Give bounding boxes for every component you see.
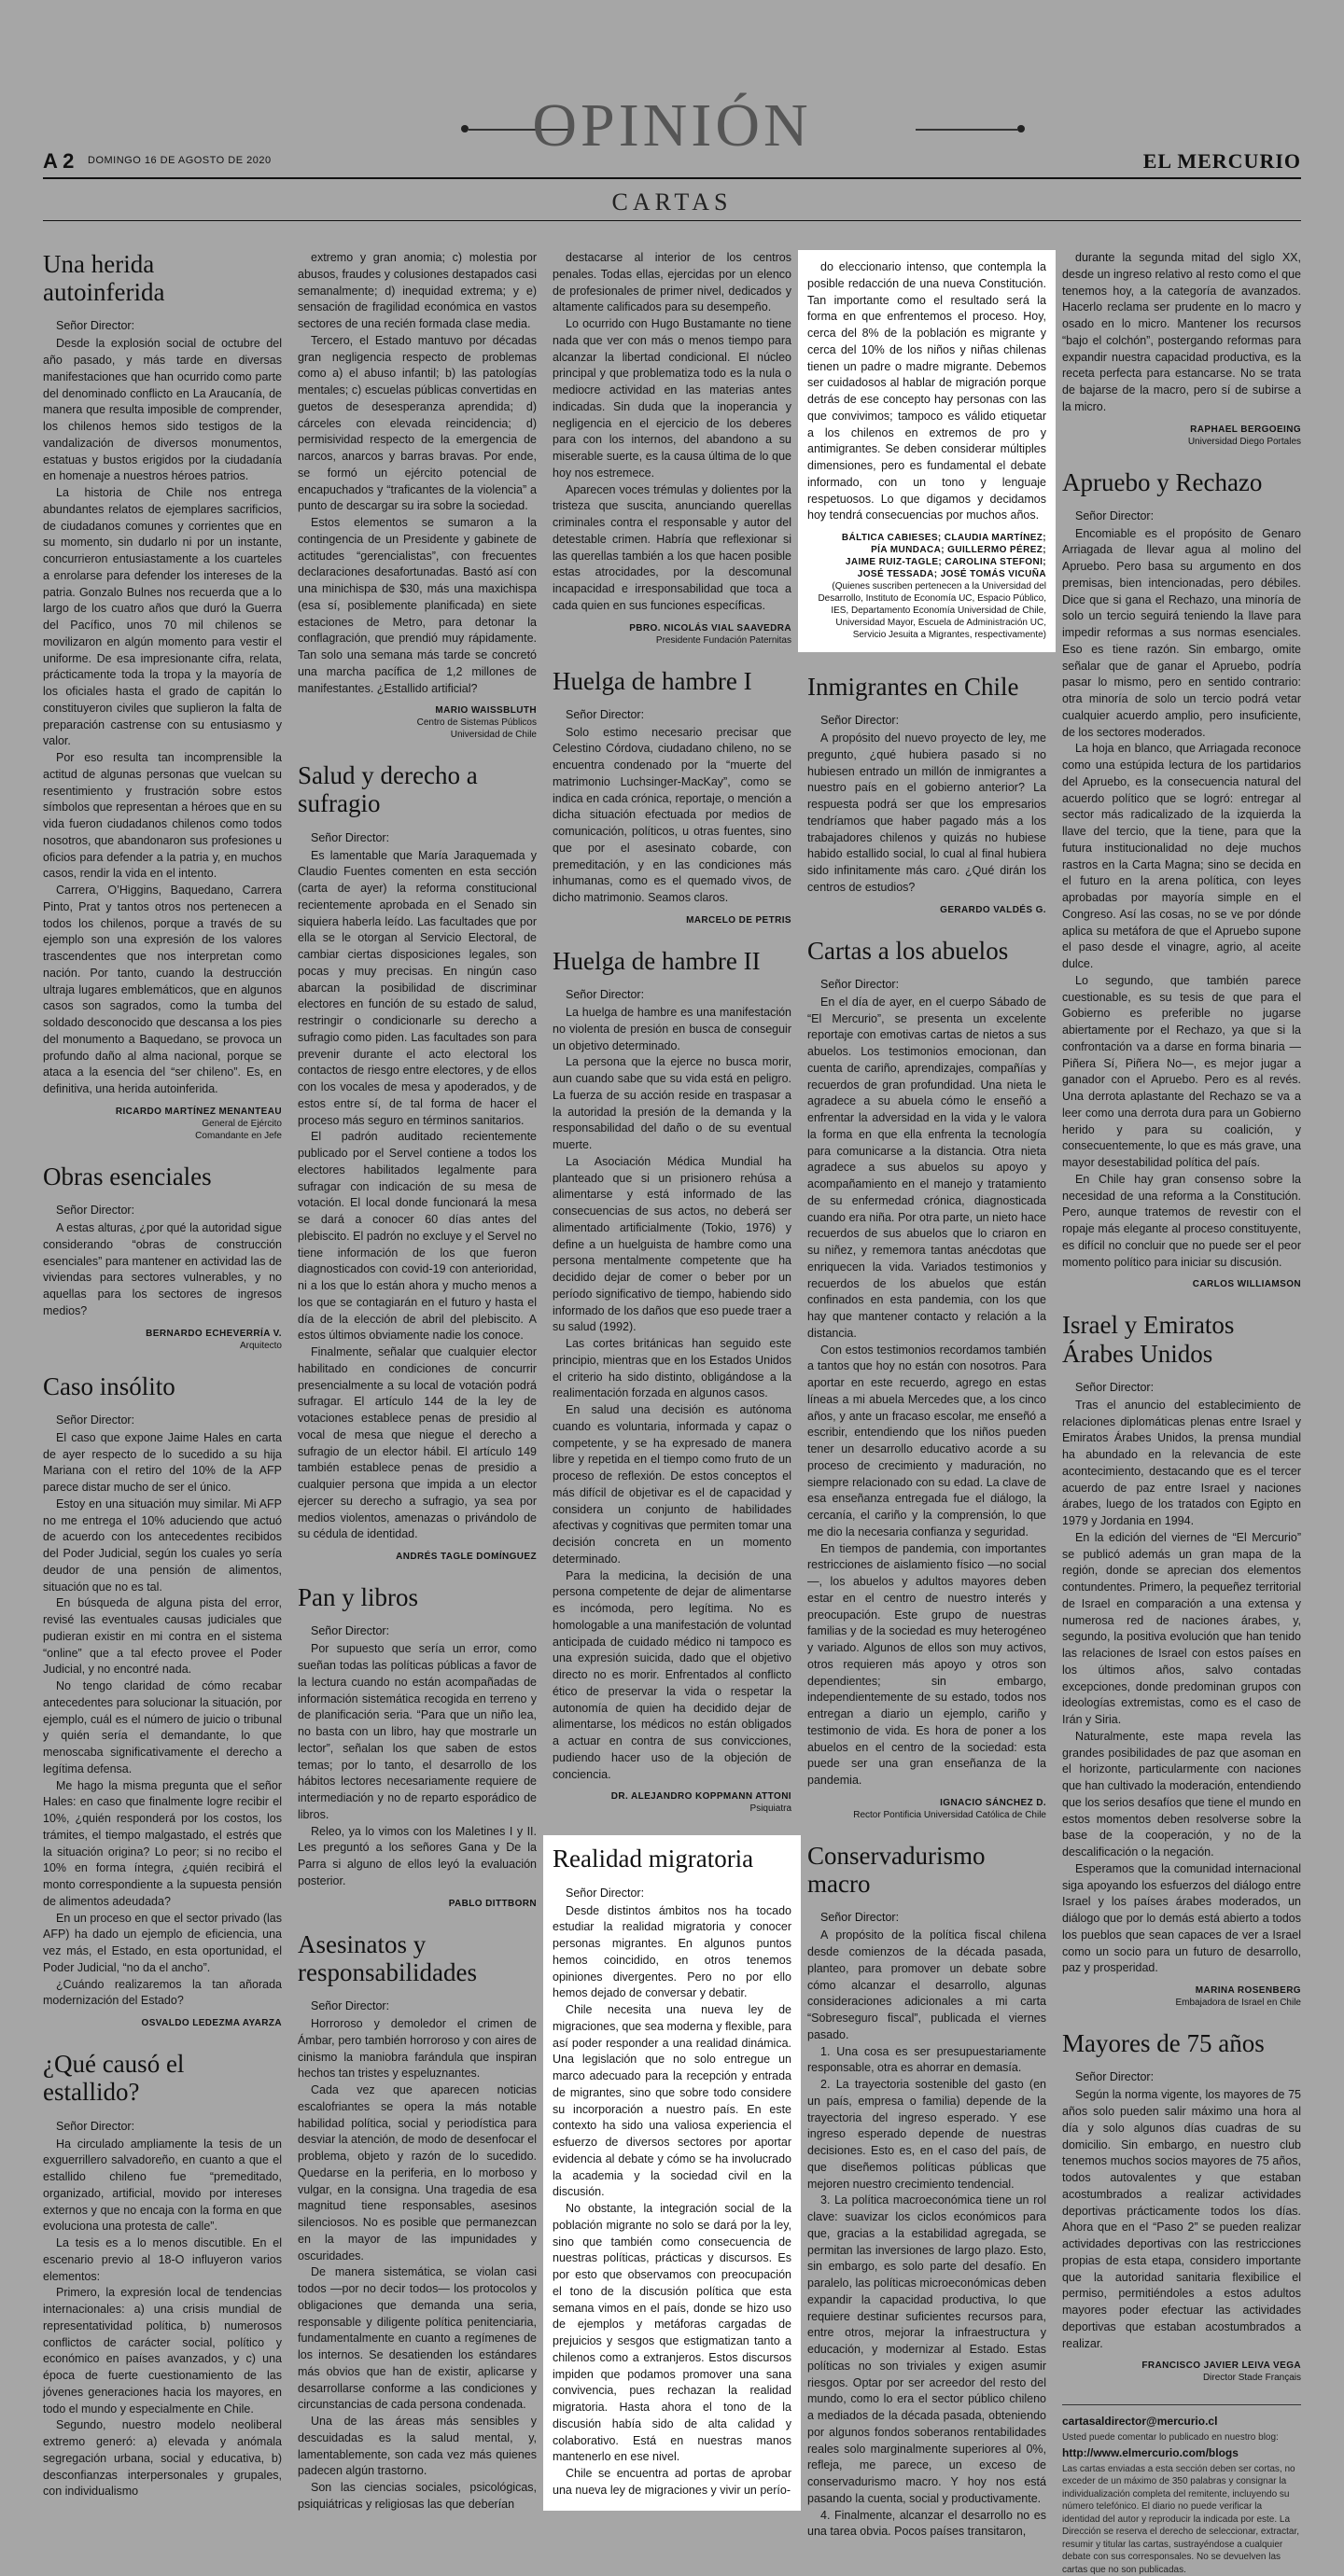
page-date: DOMINGO 16 DE AGOSTO DE 2020: [88, 155, 272, 166]
salutation: Señor Director:: [820, 977, 900, 991]
newspaper-name: EL MERCURIO: [1142, 149, 1301, 173]
paragraph: Primero, la expresión local de tendencias internacionales: a) una crisis mundial de representatividad política, b) numerosos conflictos de carácter social, político y económico en países avanzados, y c) una época de fuerte cuestionamiento de las jóvenes generaciones hacia los mayores, en todo el mundo y especialmente en Chile.: [43, 2286, 282, 2416]
signature: MARINA ROSENBERG: [1195, 1985, 1301, 1997]
signature: PBRO. NICOLÁS VIAL SAAVEDRA: [629, 622, 791, 634]
paragraph: do eleccionario intenso, que contempla la posible redacción de una nueva Constitución. Tan importante como el resultado será la forma en que enfrentemos el proceso. Hoy, cerca del 8% de la población es migrante y cerca del 10% de los niños y niñas chilenas tienen un padre o madre migrante. Debemos ser cuidadosos al hablar de migración porque detrás de ese concepto hay personas con las que convivimos; tampoco es válido etiquetar a los chilenos en extremos de pro y antimigrantes. Se deben considerar múltiples dimensiones, pero es fundamental el debate informado, con un tono y lenguaje respetuosos. Lo que digamos y decidamos hoy tendrá consecuencias por muchos años.: [807, 260, 1046, 522]
letter-asesinatos-cont: [553, 250, 791, 647]
salutation: Señor Director:: [56, 319, 135, 333]
paragraph: Chile necesita una nueva ley de migraciones, que sea moderna y flexible, para así poder responder a una realidad dinámica. Una legislación que no solo entregue un marco adecuado para la recepción y entrada de migrantes, sino que sobre todo considere su incorporación a nuestro país. En este contexto ha sido una valiosa experiencia el esfuerzo de diversos sectores por aportar evidencia al debate y cómo se ha involucrado la academia y la sociedad civil en la discusión.: [553, 2003, 791, 2199]
letter-title: Apruebo y Rechazo: [1062, 467, 1263, 496]
paragraph: durante la segunda mitad del siglo XX, desde un ingreso relativo al resto como el que tenemos hoy, a la categoría de avanzados. Hacerlo reclama ser prudente en lo macro y osado en lo micro. Mantener los recursos “bajo el colchón”, postergando reformas para expandir nuestra capacidad productiva, es la receta perfecta para estancarse. No se trata de bajarse de la macro, pero sí de subirse a la micro.: [1062, 251, 1301, 413]
letter-migratoria-cont: [798, 250, 1056, 652]
letter-body: [553, 1005, 791, 1783]
title-dot-right: [1017, 125, 1025, 132]
affiliation-line: Centro de Sistemas Públicos: [416, 717, 537, 729]
signature: RAPHAEL BERGOEING: [1190, 424, 1301, 435]
section-rule: [43, 220, 1301, 221]
paragraph: Releo, ya lo vimos con los Maletines I y II. Les preguntó a los señores Gana y De la Parra si alguno de ellos leyó la evaluación posterior.: [298, 1824, 537, 1887]
paragraph: En búsqueda de alguna pista del error, revisé las eventuales causas judiciales que pudieran existir en mi contra en el sistema “online” que a tal efecto provee el Poder Judicial, y no encontré nada.: [43, 1596, 282, 1677]
paragraph: Segundo, nuestro modelo neoliberal extremo generó: a) elevada y anómala segregación urbana, social y educativa, b) desconfianzas interpersonales y grupales, con individualismo: [43, 2418, 282, 2499]
paragraph: 3. La política macroeconómica tiene un rol clave: suavizar los ciclos económicos para que, gracias a la estabilidad agregada, se permitan las inversiones de largo plazo. Esto, sin embargo, es solo parte del desafío. En paralelo, las políticas microeconómicas deben expandir la capacidad productiva, lo que requiere destinar suficientes recursos para, entre otros, mejorar la infraestructura y educación, y modernizar al Estado. Estas políticas no son triviales y exigen asumir riesgos. Optar por ser acreedor del resto del mundo, como lo era el sector público chileno a mediados de la década pasada, obteniendo por algunos fondos soberanos rentabilidades reales solo marginalmente superiores al 0%, refleja, me parece, un exceso de conservadurismo macro. Y hoy nos está pasando la cuenta, social y productivamente.: [807, 2193, 1046, 2505]
paragraph: Es lamentable que María Jaraquemada y Claudio Fuentes comenten en esta sección (carta de ayer) la reforma constitucional recientemente aprobada en el Senado sin siquiera haberla leído. Las facultades que por ella se le otorgan al Servicio Electoral, de cambiar ciertas disposiciones legales, son pocas y muy precisas. En ningún caso abarcan la posibilidad de discriminar electores en función de su estado de salud, restringir o condicionarle su derecho a sufragio como piden. Las facultades son para prevenir durante el acto electoral los contactos de riesgo entre electores, y de ellos con los vocales de mesa y apoderados, y de estos entre sí, de tal forma de hacer el proceso más seguro en términos sanitarios.: [298, 848, 537, 1127]
letter-body: [43, 1220, 282, 1320]
affiliation: [807, 1809, 1046, 1821]
paragraph: Aparecen voces trémulas y dolientes por la tristeza que suscita, anunciando querellas criminales contra el responsable y autor del detestable crimen. Habría que reflexionar si las querellas también a los que hacen posible estas atrocidades, por la descomunal incapacidad e irresponsabilidad que toca a cada quien en sus funciones específicas.: [553, 482, 791, 612]
affiliation-line: Rector Pontificia Universidad Católica de Chile: [853, 1809, 1046, 1820]
paragraph: En el día de ayer, en el cuerpo Sábado de “El Mercurio”, se presenta un excelente reportaje con emotivas cartas de nietos a sus abuelos. Los testimonios emocionan, dan cuenta de cariño, aprendizajes, compañías y recuerdos de gran profundidad. Una nieta le agradece a su abuela cómo le enseñó a enfrentar la adversidad en la vida y le valora la forma en que ella enfrenta la tecnología para comunicarse a la distancia. Otra nieta agradece a sus abuelos su apoyo y acompañamiento en el manejo y tratamiento de su enfermedad crónica, diagnosticada cuando era niña. Por otra parte, un nieto hace recuerdos de sus abuelos que lo criaron en su niñez, y rememora tantas anécdotas que enriquecen la vida. Variados testimonios y recuerdos de los abuelos que están confinados en esta pandemia, con los que hay que mantener contacto y relación a la distancia.: [807, 995, 1046, 1340]
letter-body: [807, 259, 1046, 524]
letter-body: [43, 336, 282, 1098]
section-title: CARTAS: [611, 188, 733, 216]
letter-israel: [1062, 1311, 1301, 2009]
signature: BERNARDO ECHEVERRÍA V.: [146, 1328, 282, 1339]
paragraph: destacarse al interior de los centros penales. Todas ellas, ejercidas por un elenco de profesionales de primer nivel, dedicados y altamente calificados para su desempeño.: [553, 251, 791, 314]
letter-salud: [298, 761, 537, 1563]
paragraph: Las cortes británicas han seguido este principio, mientras que en los Estados Unidos el criterio ha sido distinto, obligándose a la realimentación forzada en algunos casos.: [553, 1337, 791, 1400]
affiliation: [298, 717, 537, 741]
letter-body: [1062, 1398, 1301, 1977]
paragraph: Encomiable es el propósito de Genaro Arriagada de llevar agua al molino del Apruebo. Pero basa su argumento en dos premisas, bien intencionadas, pero débiles. Dice que si gana el Rechazo, una minoría de solo un tercio seguirá teniendo la llave para impedir reformas a sus normas esenciales. Eso es tiene razón. Sin embargo, omite señalar que de ganar el Apruebo, podría pasar lo mismo, pero en sentido contrario: otra minoría de solo un tercio podrá vetar cualquier acuerdo amplio, pero insuficiente, de los sectores moderados.: [1062, 526, 1301, 739]
letter-body: [553, 725, 791, 907]
letter-title: Huelga de hambre II: [553, 946, 761, 975]
letter-estallido-cont: [298, 250, 537, 741]
paragraph: No tengo claridad de cómo recabar antecedentes para solucionar la situación, por ejemplo, cuál es el número de juicio o tribunal y quién sería el demandante, lo que menoscaba significativamente el derecho a legítima defensa.: [43, 1679, 282, 1775]
paragraph: 1. Una cosa es ser presupuestariamente responsable, otra es ahorrar en demasía.: [807, 2044, 1046, 2075]
letter-title: Huelga de hambre I: [553, 666, 752, 695]
paragraph: En un proceso en que el sector privado (las AFP) ha dado un ejemplo de eficiencia, una vez más, el Estado, en esta oportunidad, el Poder Judicial, “no da el ancho”.: [43, 1911, 282, 1974]
column-2: [298, 250, 537, 2534]
letter-body: [298, 1641, 537, 1889]
letter-title: Realidad migratoria: [553, 1845, 754, 1873]
signature: GERARDO VALDÉS G.: [940, 904, 1046, 915]
paragraph: 4. Finalmente, alcanzar el desarrollo no es una tarea obvia. Pocos países transitaron,: [807, 2508, 1046, 2539]
paragraph: El caso que expone Jaime Hales en carta de ayer respecto de lo sucedido a su hija Mariana con el retiro del 10% de la AFP parece distar mucho de ser el único.: [43, 1430, 282, 1495]
affiliation-line: Director Stade Français: [1202, 2373, 1301, 2384]
signature: FRANCISCO JAVIER LEIVA VEGA: [1141, 2360, 1301, 2372]
letter-insolito: [43, 1372, 282, 2029]
letter-apruebo: [1062, 468, 1301, 1291]
paragraph: Esperamos que la comunidad internacional siga apoyando los esfuerzos del diálogo entre Israel y los países árabes moderados, un diálogo que por lo demás está abierto a todos los pueblos que sean capaces de ver a Israel como un socio para un futuro de desarrollo, paz y prosperidad.: [1062, 1861, 1301, 1975]
salutation: Señor Director:: [56, 1413, 135, 1427]
paragraph: Lo ocurrido con Hugo Bustamante no tiene nada que ver con más o menos tiempo para alcanzar la libertad condicional. El núcleo principal y que problematiza todo es la nula o mediocre actividad en las materias antes indicadas. Sin duda que la inoperancia y negligencia en el ejercicio de los deberes para con los internos, del abandono a su miserable suerte, es la causa última de lo que hoy nos estremece.: [553, 317, 791, 480]
paragraph: Carrera, O’Higgins, Baquedano, Carrera Pinto, Prat y tantos otros nos pertenecen a todos los chilenos, porque a través de su ejemplo son una expresión de los valores trascendentes que nos interpretan como nación. Por tanto, cuando la destrucción ultraja lugares emblemáticos, que en algunos casos son sagrados, como la tumba del soldado desconocido que descansa a los pies del monumento a Baquedano, se provoca un profundo daño al alma nacional, porque se ataca a la esencia del “ser chileno”. Es, en definitiva, una herida autoinferida.: [43, 884, 282, 1096]
salutation: Señor Director:: [566, 988, 645, 1002]
affiliation-line: Presidente Fundación Paternitas: [655, 634, 791, 646]
paragraph: La persona que la ejerce no busca morir, aun cuando sabe que su vida está en peligro. La fuerza de su acción reside en traspasar a la autoridad la presión de la demanda y la responsabilidad del daño o de su eventual muerte.: [553, 1055, 791, 1152]
letter-body: [1062, 526, 1301, 1272]
salutation: Señor Director:: [1075, 2070, 1155, 2084]
letter-body: [43, 1430, 282, 2010]
letter-body: [43, 2137, 282, 2501]
signature: MARIO WAISSBLUTH: [435, 705, 537, 717]
paragraph: Para la medicina, la decisión de una persona competente de dejar de alimentarse es incómoda, pero legítima. No es homologable a una manifestación de voluntad anticipada de cuidado médico ni tampoco es una expresión suicida, dado que el objetivo directo no es morir. Enfrentados al conflicto ético de preservar la vida o respetar la autonomía de quien ha decidido dejar de alimentarse, los médicos no están obligados a actuar en contra de sus convicciones, pudiendo hacer uso de la objeción de conciencia.: [553, 1568, 791, 1781]
letter-title: Obras esenciales: [43, 1162, 212, 1191]
paragraph: Lo segundo, que también parece cuestionable, es su tesis de que para el Gobierno es preferible no jugarse abiertamente por el Rechazo, ya que si la confrontación va a darse en forma binaria —Piñera Sí, Piñera No—, es mejor jugar a ganador con el Apruebo. Pero es al revés. Una derrota aplastante del Rechazo se va a leer como una derrota dura para un Gobierno herido y para su coalición, y consecuentemente, lo que es más grave, una mayor desestabilidad política del país.: [1062, 973, 1301, 1170]
page-title: OPINIÓN: [532, 91, 812, 160]
salutation: Señor Director:: [56, 1204, 135, 1218]
paragraph: A propósito de la política fiscal chilena desde comienzos de la década pasada, planteo, para promover un debate sobre cómo alcanzar el desarrollo, algunas consideraciones adicionales a mi carta “Sobreseguro fiscal”, publicada el viernes pasado.: [807, 1929, 1046, 2041]
contact-box: [1062, 2404, 1301, 2576]
affiliation: [1062, 1997, 1301, 2009]
letter-title: Pan y libros: [298, 1583, 419, 1612]
paragraph: Solo estimo necesario precisar que Celestino Córdova, ciudadano chileno, no se encuentra condenado por la “muerte del matrimonio Luchsinger-MacKay”, como se indica en cada crónica, reportaje, o mención a dicha situación efectuada por medios de comunicación, políticos, u otras fuentes, sino que por el asesinato cobarde, con premeditación, y en las condiciones más inhumanas, como es el quemado vivos, de dicho matrimonio. Seamos claros.: [553, 725, 791, 905]
affiliation: [553, 634, 791, 647]
letter-title: Inmigrantes en Chile: [807, 673, 1019, 701]
affiliation: [43, 1118, 282, 1142]
page-number: A 2: [43, 149, 75, 173]
signature: DR. ALEJANDRO KOPPMANN ATTONI: [610, 1791, 791, 1803]
affiliation-line: General de Ejército: [202, 1118, 282, 1129]
signature: OSVALDO LEDEZMA AYARZA: [141, 2018, 282, 2029]
signature-line: PÍA MUNDACA; GUILLERMO PÉREZ;: [871, 545, 1046, 555]
masthead: [43, 0, 1301, 224]
salutation: Señor Director:: [1075, 1380, 1155, 1394]
letter-body: [298, 250, 537, 697]
affiliation-line: Psiquiatra: [749, 1803, 791, 1815]
blog-label: Usted puede comentar lo publicado en nuestro blog:: [1062, 2432, 1279, 2444]
salutation: Señor Director:: [56, 2119, 135, 2133]
paragraph: Desde la explosión social de octubre del año pasado, y más tarde en diversas manifestaciones que han ocurrido como parte del denominado conflicto en La Araucanía, de manera que resulta imposible de comprender, los chilenos hemos sido testigos de la vandalización de diversos monumentos, estatuas y bustos erigidos por la ciudadanía en homenaje a nuestros héroes patrios.: [43, 337, 282, 483]
letter-title: Cartas a los abuelos: [807, 936, 1009, 965]
letter-pan: [298, 1583, 537, 1909]
salutation: Señor Director:: [566, 707, 645, 721]
letter-herida: [43, 250, 282, 1142]
paragraph: Desde distintos ámbitos nos ha tocado estudiar la realidad migratoria y conocer personas migrantes. En algunos puntos hemos coincidido, en otros tenemos opiniones divergentes. Pero no por ello hemos dejado de conversar y debatir.: [553, 1903, 791, 2000]
paragraph: En la edición del viernes de “El Mercurio” se publicó además un gran mapa de la región, donde se aprecian dos elementos contundentes. Primero, la pequeñez territorial de Israel en comparación a una extensa y numerosa red de naciones árabes, y, segundo, la positiva evolución que han tenido las relaciones de Israel con estos países en los últimos años, salvo contadas excepciones, donde predominan grupos con ideologías extremistas, como es el caso de Irán y Siria.: [1062, 1530, 1301, 1727]
letter-body: [553, 1903, 791, 2499]
letter-body: [553, 250, 791, 615]
header-rule: [43, 177, 1301, 179]
affiliation: (Quienes suscriben pertenecen a la Universidad del Desarrollo, Instituto de Economía UC, Espacio Público, IES, Departamento Economía Universidad de Chile, Universidad Mayor, Escuela de Administración UC, Servicio Jesuita a Migrantes, respectivamente): [818, 581, 1046, 640]
signature-line: JOSÉ TESSADA; JOSÉ TOMÁS VICUÑA: [857, 569, 1046, 579]
signature-line: JAIME RUIZ-TAGLE; CAROLINA STEFONI;: [845, 557, 1046, 567]
salutation: Señor Director:: [820, 714, 900, 728]
paragraph: Por supuesto que sería un error, como sueñan todas las políticas públicas a favor de la lectura cuando no están acompañadas de información sistemática recogida en terreno y de planificación seria. “Para que un niño lea, no basta con un libro, hay que mostrarle un lector”, señalan los que saben de estos temas; por lo tanto, el desarrollo de los hábitos lectores necesariamente requiere de intermediación y no de reparto esporádico de libros.: [298, 1642, 537, 1821]
signature: CARLOS WILLIAMSON: [1192, 1279, 1301, 1290]
affiliation: [43, 1340, 282, 1352]
signature: PABLO DITTBORN: [448, 1898, 537, 1909]
letter-body: [1062, 250, 1301, 416]
letter-body: [1062, 2087, 1301, 2352]
paragraph: Horroroso y demoledor el crimen de Ámbar, pero también horroroso y con aires de cinismo la maniobra farándula que inspiran hechos tan tristes y espeluznantes.: [298, 2017, 537, 2081]
column-5: [1062, 250, 1301, 2576]
letter-conservadurismo: [807, 1842, 1046, 2541]
letter-title: Conservadurismo macro: [807, 1841, 986, 1899]
column-4: [807, 250, 1046, 2561]
paragraph: Me hago la misma pregunta que el señor Hales: en caso que finalmente logre recibir el 10%, ¿quién responderá por los costos, los trámites, el tiempo malgastado, el estrés que la situación origina? Lo peor; si no recibo el 10% en forma íntegra, ¿quién recibirá el monto correspondiente a la supuesta pensión de alimentos adeudada?: [43, 1778, 282, 1908]
salutation: Señor Director:: [1075, 508, 1155, 522]
letter-title: Israel y Emiratos Árabes Unidos: [1062, 1311, 1235, 1368]
paragraph: Estoy en una situación muy similar. Mi AFP no me entrega el 10% aduciendo que actuó de acuerdo con los antecedentes recibidos del Poder Judicial, según los cuales yo sería deudor de una pensión de alimentos, situación que no es tal.: [43, 1497, 282, 1594]
letter-body: [807, 995, 1046, 1789]
paragraph: Naturalmente, este mapa revela las grandes posibilidades de paz que asoman en el horizonte, particularmente con naciones que han cultivado la moderación, entendiendo que los serios desafíos que tiene el mundo en estos momentos deben resolverse sobre la base de la cooperación, y no de la descalificación o la negación.: [1062, 1729, 1301, 1859]
paragraph: No obstante, la integración social de la población migrante no solo se dará por la ley, sino que también como consecuencia de nuestras políticas, prácticas y discursos. Es por esto que observamos con preocupación el tono de la discusión política que esta semana vimos en el país, donde se hizo uso de ejemplos y metáforas cargadas de prejuicios y sesgos que estigmatizan tanto a chilenos como a extranjeros. Estos discursos impiden que podamos promover una sana convivencia, pues rechazan la realidad migratoria. Hasta ahora el tono de la discusión había sido de alta calidad y colaborativo. Está en nuestras manos mantenerlo en ese nivel.: [553, 2202, 791, 2464]
salutation: Señor Director:: [311, 1999, 390, 2013]
salutation: Señor Director:: [311, 1624, 390, 1638]
affiliation-line: Comandante en Jefe: [195, 1130, 282, 1141]
letter-asesinatos: [298, 1930, 537, 2513]
signature-line: BÁLTICA CABIESES; CLAUDIA MARTÍNEZ;: [841, 533, 1046, 543]
paragraph: La Asociación Médica Mundial ha planteado que si un prisionero rehúsa a alimentarse y está informado de las consecuencias de sus actos, no deberá ser alimentado artificialmente (Tokio, 1976) y define a un huelguista de hambre como una persona mentalmente competente que ha decidido dejar de comer o beber por un período significativo de tiempo, habiendo sido informado de los daños que eso puede traer a su salud (1992).: [553, 1154, 791, 1334]
paragraph: Una de las áreas más sensibles y descuidadas es la salud mental, y, lamentablemente, son cada vez más quienes padecen algún trastorno.: [298, 2415, 537, 2478]
paragraph: 2. La trayectoria sostenible del gasto (en un país, empresa o familia) depende de la trayectoria del ingreso esperado. Y ese ingreso esperado depende de nuestras decisiones. Esto es, en el caso del país, de que diseñemos políticas públicas que mejoren nuestro crecimiento tendencial.: [807, 2078, 1046, 2191]
salutation: Señor Director:: [311, 830, 390, 844]
letter-mayores: [1062, 2029, 1301, 2384]
paragraph: Tras el anuncio del establecimiento de relaciones diplomáticas plenas entre Israel y Emiratos Árabes Unidos, la prensa mundial ha abundado en la relevancia de este acontecimiento, destacando que es el tercer acuerdo de paz entre Israel y naciones árabes, luego de los tratados con Egipto en 1979 y Jordania en 1994.: [1062, 1398, 1301, 1528]
paragraph: Con estos testimonios recordamos también a tantos que hoy no están con nosotros. Para aportar en este recuerdo, agrego en estas líneas a mi abuela Mercedes que, a los cinco años, y ante un fracaso escolar, me enseñó a escribir, entendiendo que los niños pueden tener un desarrollo educativo acorde a su proceso de crecimiento y maduración, no siempre relacionado con su edad. La clave de esa enseñanza entregada fue el diálogo, la cercanía, el cariño y la comprensión, lo que me dio la necesaria confianza y seguridad.: [807, 1343, 1046, 1539]
paragraph: Según la norma vigente, los mayores de 75 años solo pueden salir máximo una hora al día y solo algunos días cuadras de su domicilio. Sin embargo, en nuestro club tenemos muchos socios mayores de 75 años, todos autovalentes y que estaban acostumbrados a realizar actividades deportivas prácticamente todos los días. Ahora que en el “Paso 2” se pueden realizar actividades deportivas con las restricciones propias de esta etapa, considero importante que la autoridad sanitaria flexibilice el permiso, permitiéndoles a estos adultos mayores poder efectuar las actividades deportivas que estaban acostumbrados a realizar.: [1062, 2088, 1301, 2350]
paragraph: Estos elementos se sumaron a la contingencia de un Presidente y gabinete de actitudes “gerencialistas”, con frecuentes declaraciones desafortunadas. Bastó así con una minichispa de $30, más una maxichispa (esa sí, posiblemente planificada) en siete estaciones de Metro, para detonar la conflagración, que prendió muy rápidamente. Tan solo una semana más tarde se concretó una marcha pacífica de 1,2 millones de manifestantes. ¿Estallido artificial?: [298, 516, 537, 695]
letter-estallido: [43, 2050, 282, 2500]
salutation: Señor Director:: [566, 1886, 645, 1900]
signature: MARCELO DE PETRIS: [686, 914, 791, 926]
letter-title: Mayores de 75 años: [1062, 2029, 1265, 2058]
column-3: [553, 250, 791, 2531]
letter-migratoria: [543, 1835, 801, 2510]
letter-abuelos: [807, 937, 1046, 1821]
paragraph: Chile se encuentra ad portas de aprobar una nueva ley de migraciones y vivir un perío-: [553, 2467, 791, 2497]
paragraph: La hoja en blanco, que Arriagada reconoce como una estúpida lectura de los partidarios del Apruebo, es la consecuencia natural del acuerdo político que se logró: entregar al sector más radicalizado de la izquierda la llave del tercio, que la tiene, para que la futura institucionalidad no deje muchos rastros en la Carta Magna; sino se decida en el futuro en la arena política, con leyes aprobadas por mayoría simple en el Congreso. Así las cosas, no se ve por dónde aplica su metáfora de que el Apruebo supone el paso desde el vinagre, agrio, al aceite dulce.: [1062, 742, 1301, 971]
affiliation: [1062, 436, 1301, 448]
signature-list: [807, 532, 1046, 580]
title-rule-right: [916, 129, 1018, 131]
paragraph: extremo y gran anomia; c) molestia por abusos, fraudes y colusiones destapados casi semanalmente; d) inequidad extrema; y e) sensación de fragilidad económica en vastos sectores de una recién formada clase media.: [298, 251, 537, 330]
paragraph: El padrón auditado recientemente publicado por el Servel contiene a todos los electores habilitados legalmente para sufragar con indicación de su mesa de votación. El local donde funcionará la mesa se dará a conocer 60 días antes del plebiscito. El padrón no excluye y el Servel no tiene información de los que fueron diagnosticados con covid-19 con anterioridad, ni a los que lo están ahora y mucho menos a los que se contagiarán en el futuro y hasta el día de la elección de abril del plebiscito. A estos últimos obviamente nadie los conoce.: [298, 1130, 537, 1343]
paragraph: ¿Cuándo realizaremos la tan añorada modernización del Estado?: [43, 1977, 282, 2008]
letter-body: [807, 1928, 1046, 2541]
paragraph: Finalmente, señalar que cualquier elector habilitado en condiciones de concurrir presencialmente a su local de votación podrá sufragar. El artículo 144 de la ley de votaciones establece penas de presidio al vocal de mesa que niegue el derecho a sufragio de un elector hábil. El artículo 149 también establece penas de presidio a cualquier persona que impida a un elector ejercer su derecho a sufragio, ya sea por medios violentos, amenazas o privándolo de su cédula de identidad.: [298, 1345, 537, 1541]
paragraph: Ha circulado ampliamente la tesis de un exguerrillero salvadoreño, en cuanto a que el estallido chileno fue “premeditado, organizado, artificial, movido por intereses externos y que no encaja con la forma en que evoluciona una protesta de calle”.: [43, 2137, 282, 2234]
column-1: [43, 250, 282, 2521]
paragraph: La historia de Chile nos entrega abundantes relatos de ejemplares sacrificios, de ciudadanos comunes y corrientes que en su momento, sin dudarlo ni por un instante, concurrieron entusiastamente a los cuarteles a enrolarse para defender los intereses de la patria. Gonzalo Bulnes nos recuerda que a lo largo de los cuatro años que duró la Guerra del Pacífico, unos 70 mil chilenos se movilizaron en algún momento para vestir el uniforme. De esa impresionante cifra, relata, prácticamente toda la tropa y la mayoría de los oficiales hasta el grado de capitán lo constituyeron civiles que suplieron la falta de preparación castrense con su entusiasmo y valor.: [43, 486, 282, 748]
paragraph: En salud una decisión es autónoma cuando es voluntaria, informada y capaz o competente, y se ha expresado de manera libre y repetida en el tiempo como fruto de un proceso de reflexión. De estos conceptos el más difícil de objetivar es el de capacidad y considera un conjunto de habilidades afectivas y cognitivas que permiten tomar una decisión concreta en un momento determinado.: [553, 1403, 791, 1566]
paragraph: La tesis es a lo menos discutible. En el escenario previo al 18-O influyeron varios elementos:: [43, 2236, 282, 2283]
letter-inmigrantes: [807, 673, 1046, 916]
affiliation-line: Embajadora de Israel en Chile: [1175, 1998, 1301, 2009]
letter-title: Una herida autoinferida: [43, 250, 165, 307]
letter-huelga-2: [553, 947, 791, 1815]
letter-title: ¿Qué causó el estallido?: [43, 2050, 185, 2107]
paragraph: La huelga de hambre es una manifestación no violenta de presión en busca de conseguir un objetivo determinado.: [553, 1006, 791, 1052]
affiliation: [553, 1803, 791, 1815]
paragraph: En tiempos de pandemia, con importantes restricciones de aislamiento físico —no social—, los abuelos y adultos mayores deben estar en el centro de nuestro interés y preocupación. Este grupo de nuestras familias y de la sociedad es muy heterogéneo y variado. Algunos de ellos son muy activos, otros requieren más apoyo y otros son dependientes; sin embargo, independientemente de su estado, todos nos entregan a diario un ejemplo, cariño y testimonio de vida. Es hora de poner a los abuelos en el centro de la sociedad: esta puede ser una gran enseñanza de la pandemia.: [807, 1541, 1046, 1788]
paragraph: Son las ciencias sociales, psicológicas, psiquiátricas y religiosas las que deberían: [298, 2481, 537, 2511]
signature: IGNACIO SÁNCHEZ D.: [940, 1797, 1046, 1808]
salutation: Señor Director:: [820, 1911, 900, 1925]
blog-link[interactable]: http://www.elmercurio.com/blogs: [1062, 2445, 1239, 2459]
paragraph: Por eso resulta tan incomprensible la actitud de algunas personas que vuelcan su resentimiento y frustración sobre estos símbolos que representan a héroes que en su vida fueron ciudadanos chilenos como todos nosotros, que abandonaron sus profesiones u oficios para defender a la patria y, en muchos casos, rendir la vida en el intento.: [43, 751, 282, 881]
paragraph: A propósito del nuevo proyecto de ley, me pregunto, ¿qué hubiera pasado si no hubiesen entrado un millón de inmigrantes a nuestro país en el gobierno anterior? La respuesta podrá ser que los empresarios tendríamos que haber pagado más a los trabajadores chilenos y quizás no hubiese habido estallido social, lo cual al final hubiera sido infinitamente más caro. ¿Qué dirán los centros de estudios?: [807, 731, 1046, 894]
letter-huelga-1: [553, 667, 791, 926]
letter-title: Caso insólito: [43, 1372, 175, 1400]
letter-title: Asesinatos y responsabilidades: [298, 1929, 477, 1986]
paragraph: A estas alturas, ¿por qué la autoridad sigue considerando “obras de construcción esenciales” para mantener en actividad las de viviendas para sectores vulnerables, y no aquellas para los sectores de ingresos medios?: [43, 1221, 282, 1317]
letter-conservadurismo-cont: [1062, 250, 1301, 448]
letter-body: [298, 848, 537, 1544]
affiliation: [1062, 2372, 1301, 2384]
letter-obras: [43, 1163, 282, 1352]
submission-notice: Las cartas enviadas a esta sección deben ser cortas, no exceder de un máximo de 350 palabras y consignar la individualización completa del remitente, incluyendo su número telefónico. El diario no puede verificar la identidad del autor y reproducir la indicada por este. La Dirección se reserva el derecho de seleccionar, extractar, resumir y titular las cartas, sustrayéndose a cualquier debate con sus corresponsales. No se devuelven las cartas que no son publicadas.: [1062, 2463, 1300, 2575]
contact-email[interactable]: cartasaldirector@mercurio.cl: [1062, 2415, 1218, 2429]
letter-body: [298, 2016, 537, 2513]
paragraph: De manera sistemática, se violan casi todos —por no decir todos— los protocolos y obligaciones que demanda una seria, responsable y diligente política penitenciaria, fundamentalmente en cuanto a regímenes de los internos. Se desatienden los estándares más obvios que han de existir, aplicarse y desarrollarse conforme a las condiciones y circunstancias de cada persona condenada.: [298, 2265, 537, 2412]
signature: ANDRÉS TAGLE DOMÍNGUEZ: [396, 1552, 537, 1563]
affiliation-line: Universidad de Chile: [450, 730, 537, 741]
signature: RICARDO MARTÍNEZ MENANTEAU: [115, 1106, 282, 1117]
affiliation-line: Arquitecto: [239, 1340, 282, 1351]
paragraph: Tercero, el Estado mantuvo por décadas gran negligencia respecto de problemas como a) el abuso infantil; b) las patologías mentales; c) escuelas públicas convertidas en guetos de desesperanza aprendida; d) cárceles con elevada reincidencia; d) permisividad respecto de la emergencia de narcos, anarcos y barras bravas. Por ende, se formó un ejército potencial de encapuchados y “traficantes de la violencia” a punto de descargar su ira sobre la sociedad.: [298, 333, 537, 513]
letter-body: [807, 731, 1046, 897]
letter-title: Salud y derecho a sufragio: [298, 761, 478, 818]
affiliation-line: Universidad Diego Portales: [1187, 436, 1301, 447]
paragraph: En Chile hay gran consenso sobre la necesidad de una reforma a la Constitución. Pero, aunque tratemos de revestir con el ropaje más elegante al proceso constituyente, es difícil no concluir que no puede ser el peor momento político para iniciar su discusión.: [1062, 1172, 1301, 1269]
paragraph: Cada vez que aparecen noticias escalofriantes se opera la más notable habilidad política, social y periodística para desviar la atención, de modo de desenfocar el problema, objeto y razón de lo sucedido. Quedarse en la periferia, en lo morboso y vulgar, en la consigna. Una tragedia de esa magnitud tiene responsables, asesinos silenciosos. No es posible que permanezcan en la mayor de las impunidades y oscuridades.: [298, 2083, 537, 2263]
